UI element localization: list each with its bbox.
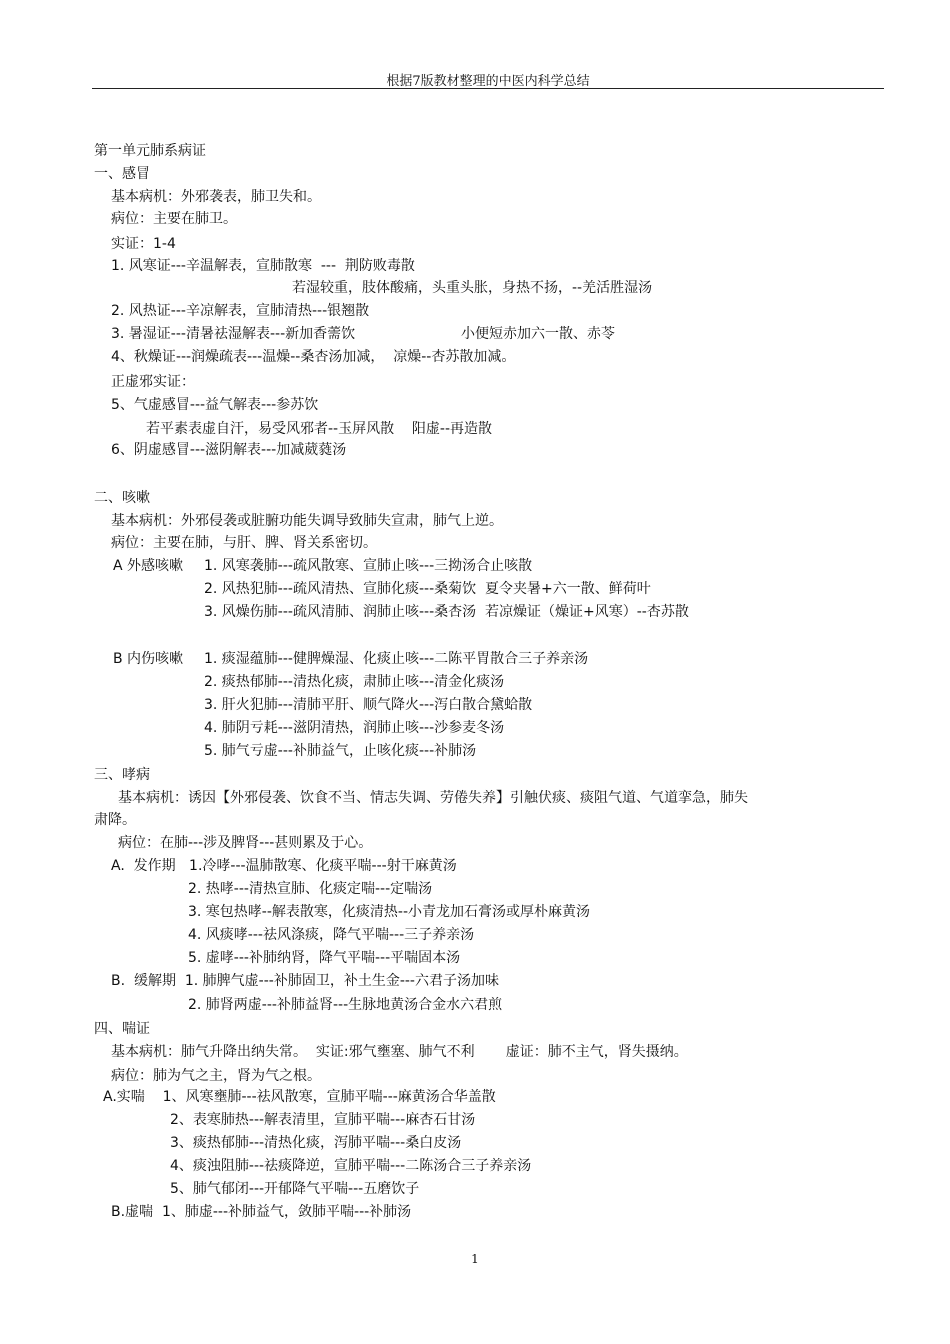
text-line: 5、肺气郁闭---开郁降气平喘---五磨饮子 — [170, 1181, 420, 1197]
text-line: 病位：在肺---涉及脾肾---甚则累及于心。 — [118, 835, 373, 851]
text-line: 基本病机：诱因【外邪侵袭、饮食不当、情志失调、劳倦失养】引触伏痰、痰阻气道、气道挛急，肺失 — [118, 790, 748, 806]
text-line: 3. 寒包热哮--解表散寒，化痰清热--小青龙加石膏汤或厚朴麻黄汤 — [188, 904, 591, 920]
text-line: 3. 风燥伤肺---疏风清肺、润肺止咳---桑杏汤 若凉燥证（燥证+风寒）--杏苏散 — [204, 604, 689, 620]
text-line: 5、气虚感冒---益气解表---参苏饮 — [111, 397, 319, 413]
text-line: 4. 肺阴亏耗---滋阴清热，润肺止咳---沙参麦冬汤 — [204, 720, 505, 736]
text-line: 2、表寒肺热---解表清里，宣肺平喘---麻杏石甘汤 — [170, 1112, 476, 1128]
text-line: 若平素表虚自汗，易受风邪者--玉屏风散 阳虚--再造散 — [146, 421, 493, 437]
text-line: A.实喘 1、风寒壅肺---祛风散寒，宣肺平喘---麻黄汤合华盖散 — [103, 1089, 496, 1105]
text-line: 2. 风热犯肺---疏风清热、宣肺化痰---桑菊饮 夏令夹暑+六一散、鲜荷叶 — [204, 581, 651, 597]
text-line: 病位：主要在肺，与肝、脾、肾关系密切。 — [111, 535, 377, 551]
page-header: 根据7版教材整理的中医内科学总结 — [386, 74, 590, 89]
text-line: 2. 肺肾两虚---补肺益肾---生脉地黄汤合金水六君煎 — [188, 997, 503, 1013]
text-line: 1. 痰湿蕴肺---健脾燥湿、化痰止咳---二陈平胃散合三子养亲汤 — [204, 651, 589, 667]
text-line: 基本病机：肺气升降出纳失常。 实证:邪气壅塞、肺气不利 虚证：肺不主气，肾失摄纳。 — [111, 1044, 688, 1060]
text-line: 若湿较重，肢体酸痛，头重头胀，身热不扬，--羌活胜湿汤 — [292, 280, 653, 296]
text-line: 病位：主要在肺卫。 — [111, 211, 237, 227]
section-heading: 二、咳嗽 — [94, 490, 150, 506]
text-line: 小便短赤加六一散、赤苓 — [461, 326, 615, 342]
section-heading: 一、感冒 — [94, 166, 150, 182]
text-line: A. 发作期 1.冷哮---温肺散寒、化痰平喘---射干麻黄汤 — [111, 858, 457, 874]
text-line: 4. 风痰哮---祛风涤痰，降气平喘---三子养亲汤 — [188, 927, 475, 943]
text-line: 6、阴虚感冒---滋阴解表---加减葳蕤汤 — [111, 442, 347, 458]
text-line: 4、秋燥证---润燥疏表---温燥--桑杏汤加减， 凉燥--杏苏散加减。 — [111, 349, 516, 365]
unit-title: 第一单元肺系病证 — [94, 143, 206, 159]
text-line: 5. 虚哮---补肺纳肾，降气平喘---平喘固本汤 — [188, 950, 461, 966]
text-line: 2. 风热证---辛凉解表，宣肺清热---银翘散 — [111, 303, 370, 319]
text-line: 4、痰浊阻肺---祛痰降逆，宣肺平喘---二陈汤合三子养亲汤 — [170, 1158, 532, 1174]
section-heading: 四、喘证 — [94, 1021, 150, 1037]
text-line: B. 缓解期 1. 肺脾气虚---补肺固卫，补土生金---六君子汤加味 — [111, 973, 499, 989]
text-line: 5. 肺气亏虚---补肺益气，止咳化痰---补肺汤 — [204, 743, 477, 759]
header-rule — [92, 88, 884, 89]
category-label: B 内伤咳嗽 — [113, 651, 184, 667]
text-line: B.虚喘 1、肺虚---补肺益气，敛肺平喘---补肺汤 — [111, 1204, 412, 1220]
text-line: 基本病机：外邪袭表，肺卫失和。 — [111, 189, 321, 205]
text-line: 1. 风寒证---辛温解表，宣肺散寒 --- 荆防败毒散 — [111, 258, 415, 274]
text-line: 3. 暑湿证---清暑祛湿解表---新加香薷饮 — [111, 326, 356, 342]
page-number: 1 — [471, 1252, 479, 1266]
text-line: 2. 痰热郁肺---清热化痰，肃肺止咳---清金化痰汤 — [204, 674, 505, 690]
section-heading: 三、哮病 — [94, 767, 150, 783]
text-line: 实证：1-4 — [111, 236, 176, 252]
text-line: 2. 热哮---清热宣肺、化痰定喘---定喘汤 — [188, 881, 433, 897]
text-line: 正虚邪实证： — [111, 374, 195, 390]
text-line: 3、痰热郁肺---清热化痰，泻肺平喘---桑白皮汤 — [170, 1135, 462, 1151]
text-line: 肃降。 — [94, 812, 136, 828]
text-line: 1. 风寒袭肺---疏风散寒、宣肺止咳---三拗汤合止咳散 — [204, 558, 533, 574]
text-line: 病位：肺为气之主，肾为气之根。 — [111, 1068, 321, 1084]
text-line: 3. 肝火犯肺---清肺平肝、顺气降火---泻白散合黛蛤散 — [204, 697, 533, 713]
category-label: A 外感咳嗽 — [113, 558, 184, 574]
text-line: 基本病机：外邪侵袭或脏腑功能失调导致肺失宣肃，肺气上逆。 — [111, 513, 503, 529]
